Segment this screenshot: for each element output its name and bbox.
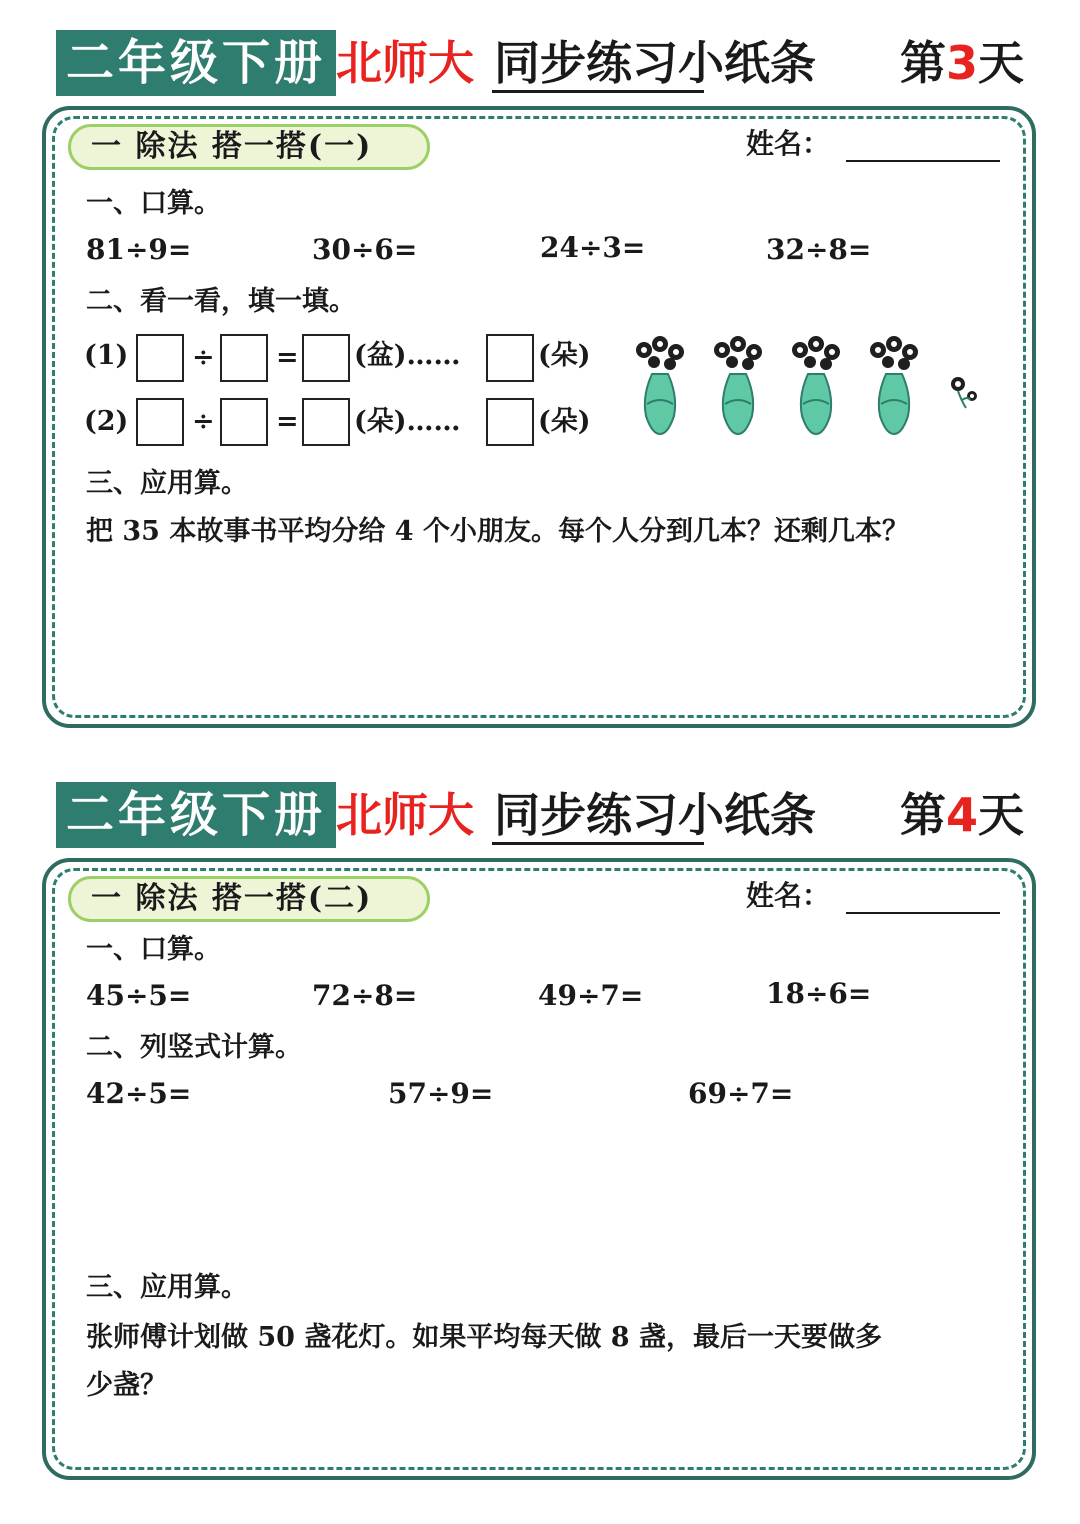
day-number: 3 <box>945 36 978 90</box>
answer-box[interactable] <box>220 334 268 382</box>
worksheet-day-4 <box>0 752 1080 1502</box>
word-problem: 少盏？ <box>86 1370 167 1401</box>
flower-vase-icon <box>630 336 690 436</box>
name-label: 姓名： <box>746 879 831 912</box>
publisher-label: 北师大 <box>336 36 474 90</box>
mental-math-item: 18÷6= <box>766 977 872 1010</box>
name-input-line[interactable] <box>846 160 1000 162</box>
series-underline <box>492 842 704 845</box>
flower-vase-icon <box>708 336 768 436</box>
unit-label: (朵)…… <box>354 406 461 437</box>
name-label: 姓名： <box>746 127 831 160</box>
answer-box[interactable] <box>486 334 534 382</box>
unit-label: (朵) <box>538 406 591 437</box>
flower-vase-icon <box>864 336 924 436</box>
unit-label: (盆)…… <box>354 340 461 371</box>
section-title: 三、应用算。 <box>86 468 248 499</box>
mental-math-item: 72÷8= <box>312 979 418 1012</box>
divide-sign: ÷ <box>192 406 215 437</box>
row-label: (2) <box>84 406 129 437</box>
word-problem: 把 35 本故事书平均分给 4 个小朋友。每个人分到几本？还剩几本？ <box>86 516 909 547</box>
lesson-title: 一 除法 搭一搭(一) <box>68 124 430 170</box>
day-number: 4 <box>945 788 978 842</box>
mental-math-item: 45÷5= <box>86 979 192 1012</box>
equals-sign: = <box>276 406 299 437</box>
flower-vase-icon <box>786 336 846 436</box>
vertical-calc-item: 57÷9= <box>388 1077 494 1110</box>
name-input-line[interactable] <box>846 912 1000 914</box>
lesson-title: 一 除法 搭一搭(二) <box>68 876 430 922</box>
answer-box[interactable] <box>486 398 534 446</box>
section-title: 三、应用算。 <box>86 1272 248 1303</box>
publisher-label: 北师大 <box>336 788 474 842</box>
series-underline <box>492 90 704 93</box>
day-label: 第4天 <box>899 788 1024 842</box>
worksheet-header <box>56 30 1036 96</box>
section-title: 二、列竖式计算。 <box>86 1032 302 1063</box>
day-label: 第3天 <box>899 36 1024 90</box>
grade-banner: 二年级下册 <box>56 30 336 96</box>
section-title: 一、口算。 <box>86 934 221 965</box>
row-label: (1) <box>84 340 129 371</box>
divide-sign: ÷ <box>192 342 215 373</box>
equals-sign: = <box>276 342 299 373</box>
unit-label: (朵) <box>538 340 591 371</box>
answer-box[interactable] <box>220 398 268 446</box>
answer-box[interactable] <box>136 398 184 446</box>
mental-math-item: 24÷3= <box>540 231 646 264</box>
answer-box[interactable] <box>302 334 350 382</box>
series-title: 同步练习小纸条 <box>494 36 816 90</box>
mental-math-item: 32÷8= <box>766 233 872 266</box>
word-problem: 张师傅计划做 50 盏花灯。如果平均每天做 8 盏，最后一天要做多 <box>86 1322 882 1353</box>
vertical-calc-item: 42÷5= <box>86 1077 192 1110</box>
vertical-calc-item: 69÷7= <box>688 1077 794 1110</box>
flower-icon <box>944 372 984 412</box>
answer-box[interactable] <box>302 398 350 446</box>
worksheet-day-3 <box>0 0 1080 750</box>
mental-math-item: 30÷6= <box>312 233 418 266</box>
worksheet-header <box>56 782 1036 848</box>
grade-banner: 二年级下册 <box>56 782 336 848</box>
section-title: 一、口算。 <box>86 188 221 219</box>
answer-box[interactable] <box>136 334 184 382</box>
mental-math-item: 81÷9= <box>86 233 192 266</box>
section-title: 二、看一看，填一填。 <box>86 286 356 317</box>
mental-math-item: 49÷7= <box>538 979 644 1012</box>
series-title: 同步练习小纸条 <box>494 788 816 842</box>
